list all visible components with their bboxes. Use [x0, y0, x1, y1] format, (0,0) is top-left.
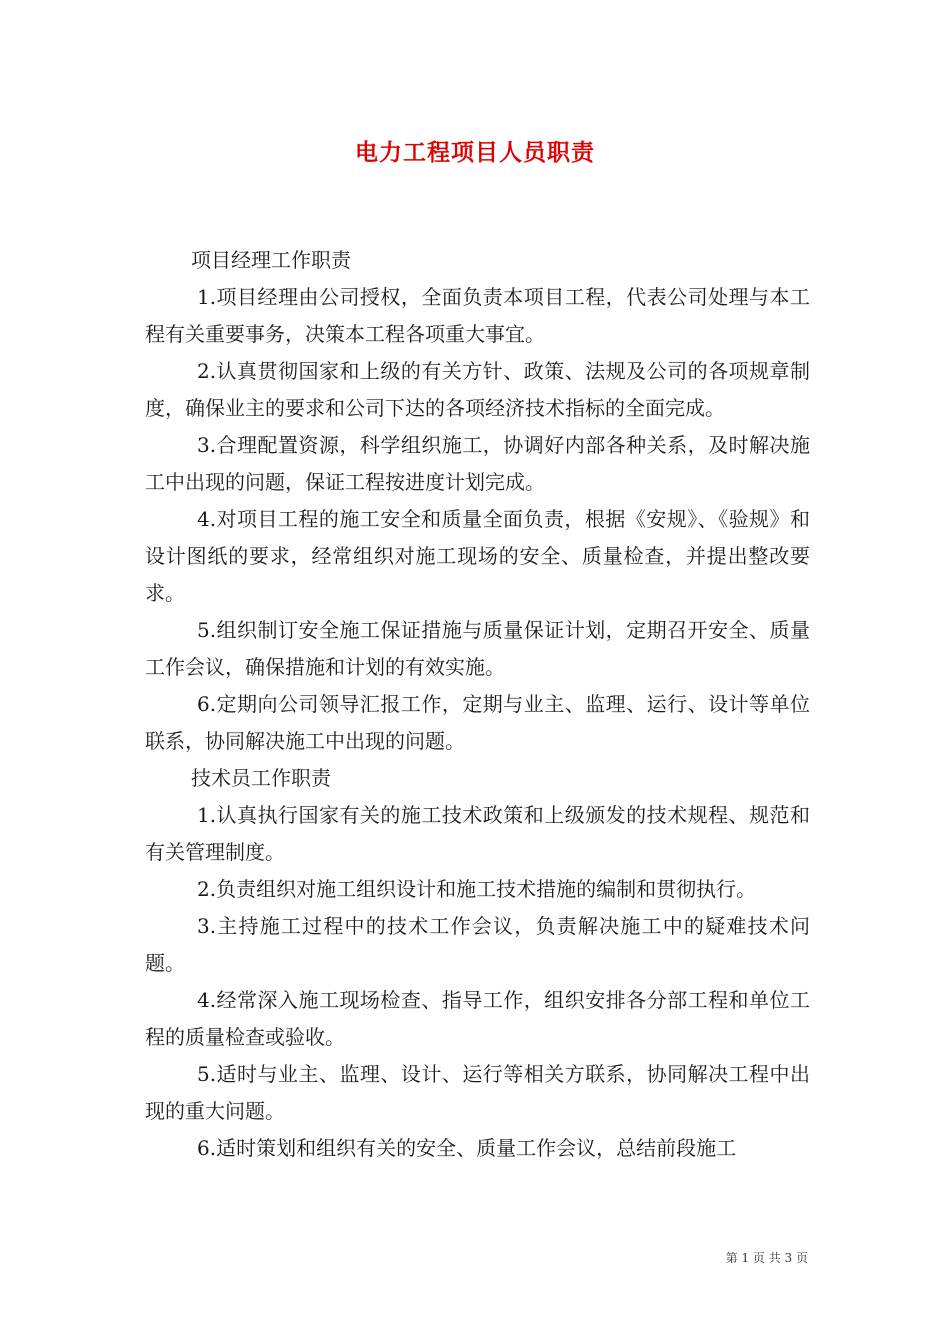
paragraph: 6.适时策划和组织有关的安全、质量工作会议，总结前段施工: [197, 1136, 737, 1160]
paragraph: 2.负责组织对施工组织设计和施工技术措施的编制和贯彻执行。: [197, 877, 757, 901]
paragraph: 4.对项目工程的施工安全和质量全面负责，根据《安规》、《验规》和设计图纸的要求，经常组织对施工现场的安全、质量检查，并提出整改要求。: [145, 507, 810, 605]
section-heading: 技术员工作职责: [191, 766, 331, 790]
paragraph: 2.认真贯彻国家和上级的有关方针、政策、法规及公司的各项规章制度，确保业主的要求和公司下达的各项经济技术指标的全面完成。: [145, 359, 810, 420]
page-title: 电力工程项目人员职责: [355, 139, 595, 166]
section-heading: 项目经理工作职责: [191, 248, 351, 272]
paragraph: 3.主持施工过程中的技术工作会议，负责解决施工中的疑难技术问题。: [145, 914, 810, 975]
page-number-footer: 第 1 页 共 3 页: [725, 1251, 808, 1265]
paragraph: 4.经常深入施工现场检查、指导工作，组织安排各分部工程和单位工程的质量检查或验收。: [145, 988, 810, 1049]
paragraph: 6.定期向公司领导汇报工作，定期与业主、监理、运行、设计等单位联系，协同解决施工中出现的问题。: [145, 692, 810, 753]
paragraph: 5.适时与业主、监理、设计、运行等相关方联系，协同解决工程中出现的重大问题。: [145, 1062, 810, 1123]
paragraph: 1.认真执行国家有关的施工技术政策和上级颁发的技术规程、规范和有关管理制度。: [145, 803, 810, 864]
paragraph: 5.组织制订安全施工保证措施与质量保证计划，定期召开安全、质量工作会议，确保措施和计划的有效实施。: [145, 618, 810, 679]
paragraph: 3.合理配置资源，科学组织施工，协调好内部各种关系，及时解决施工中出现的问题，保证工程按进度计划完成。: [145, 433, 810, 494]
document-body: [145, 242, 810, 1167]
paragraph: 1.项目经理由公司授权，全面负责本项目工程，代表公司处理与本工程有关重要事务，决策本工程各项重大事宜。: [145, 285, 810, 346]
